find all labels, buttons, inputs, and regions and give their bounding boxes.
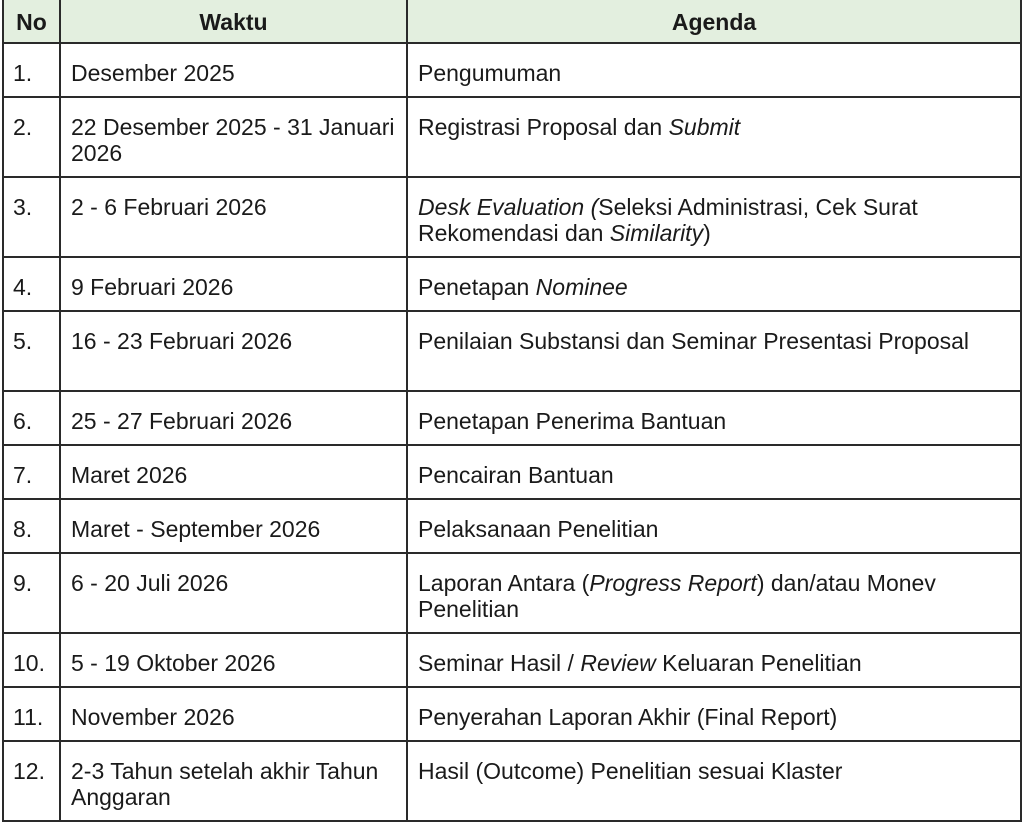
agenda-text: Pelaksanaan Penelitian bbox=[418, 516, 659, 542]
header-agenda: Agenda bbox=[407, 0, 1021, 43]
row-agenda bbox=[407, 257, 1021, 311]
row-agenda bbox=[407, 391, 1021, 445]
row-time: Maret - September 2026 bbox=[60, 499, 407, 553]
row-time: 2 - 6 Februari 2026 bbox=[60, 177, 407, 257]
row-number: 9. bbox=[3, 553, 60, 633]
row-agenda bbox=[407, 633, 1021, 687]
table-row bbox=[3, 177, 1021, 257]
row-agenda bbox=[407, 97, 1021, 177]
row-agenda bbox=[407, 43, 1021, 97]
agenda-text: Penyerahan Laporan Akhir (Final Report) bbox=[418, 704, 838, 730]
agenda-text: Penilaian Substansi dan Seminar Presentasi Proposal bbox=[418, 328, 970, 354]
row-time: 6 - 20 Juli 2026 bbox=[60, 553, 407, 633]
row-time: Maret 2026 bbox=[60, 445, 407, 499]
row-time: 22 Desember 2025 - 31 Januari 2026 bbox=[60, 97, 407, 177]
row-number: 11. bbox=[3, 687, 60, 741]
table-row bbox=[3, 687, 1021, 741]
table-row bbox=[3, 97, 1021, 177]
agenda-italic-text: Submit bbox=[668, 114, 741, 140]
agenda-text: Seleksi Administrasi, Cek Surat Rekomendasi dan bbox=[418, 194, 918, 246]
row-time: 16 - 23 Februari 2026 bbox=[60, 311, 407, 391]
table-row bbox=[3, 43, 1021, 97]
agenda-italic-text: Progress Report bbox=[589, 570, 757, 596]
header-time: Waktu bbox=[60, 0, 407, 43]
agenda-text: Keluaran Penelitian bbox=[655, 650, 862, 676]
row-agenda bbox=[407, 177, 1021, 257]
row-number: 6. bbox=[3, 391, 60, 445]
row-number: 3. bbox=[3, 177, 60, 257]
agenda-text: ) dan/atau Monev Penelitian bbox=[418, 570, 936, 622]
row-agenda bbox=[407, 687, 1021, 741]
row-number: 8. bbox=[3, 499, 60, 553]
header-no: No bbox=[3, 0, 60, 43]
row-agenda bbox=[407, 741, 1021, 821]
row-number: 10. bbox=[3, 633, 60, 687]
agenda-text: Pencairan Bantuan bbox=[418, 462, 614, 488]
table-row bbox=[3, 741, 1021, 821]
agenda-italic-text: Review bbox=[580, 650, 656, 676]
table-row bbox=[3, 257, 1021, 311]
agenda-text: Registrasi Proposal dan bbox=[418, 114, 669, 140]
table-row bbox=[3, 633, 1021, 687]
row-time: 5 - 19 Oktober 2026 bbox=[60, 633, 407, 687]
row-time: November 2026 bbox=[60, 687, 407, 741]
row-number: 7. bbox=[3, 445, 60, 499]
agenda-text: ) bbox=[703, 220, 711, 246]
agenda-italic-text: Nominee bbox=[535, 274, 628, 300]
table-row bbox=[3, 553, 1021, 633]
table-row bbox=[3, 391, 1021, 445]
row-agenda bbox=[407, 553, 1021, 633]
row-time: 25 - 27 Februari 2026 bbox=[60, 391, 407, 445]
agenda-italic-text: Desk Evaluation ( bbox=[418, 194, 599, 220]
agenda-text: Seminar Hasil / bbox=[418, 650, 581, 676]
table-header-row bbox=[3, 0, 1021, 43]
row-time: Desember 2025 bbox=[60, 43, 407, 97]
row-number: 4. bbox=[3, 257, 60, 311]
row-agenda bbox=[407, 311, 1021, 391]
row-agenda bbox=[407, 499, 1021, 553]
schedule-table bbox=[2, 0, 1022, 822]
row-time: 9 Februari 2026 bbox=[60, 257, 407, 311]
agenda-text: Hasil (Outcome) Penelitian sesuai Klaster bbox=[418, 758, 843, 784]
table-row bbox=[3, 499, 1021, 553]
agenda-text: Penetapan Penerima Bantuan bbox=[418, 408, 727, 434]
agenda-text: Pengumuman bbox=[418, 60, 562, 86]
agenda-italic-text: Similarity bbox=[609, 220, 704, 246]
row-number: 12. bbox=[3, 741, 60, 821]
agenda-text: Laporan Antara ( bbox=[418, 570, 590, 596]
row-number: 5. bbox=[3, 311, 60, 391]
row-time: 2-3 Tahun setelah akhir Tahun Anggaran bbox=[60, 741, 407, 821]
row-number: 1. bbox=[3, 43, 60, 97]
row-agenda bbox=[407, 445, 1021, 499]
table-row bbox=[3, 311, 1021, 391]
agenda-text: Penetapan bbox=[418, 274, 536, 300]
row-number: 2. bbox=[3, 97, 60, 177]
table-row bbox=[3, 445, 1021, 499]
